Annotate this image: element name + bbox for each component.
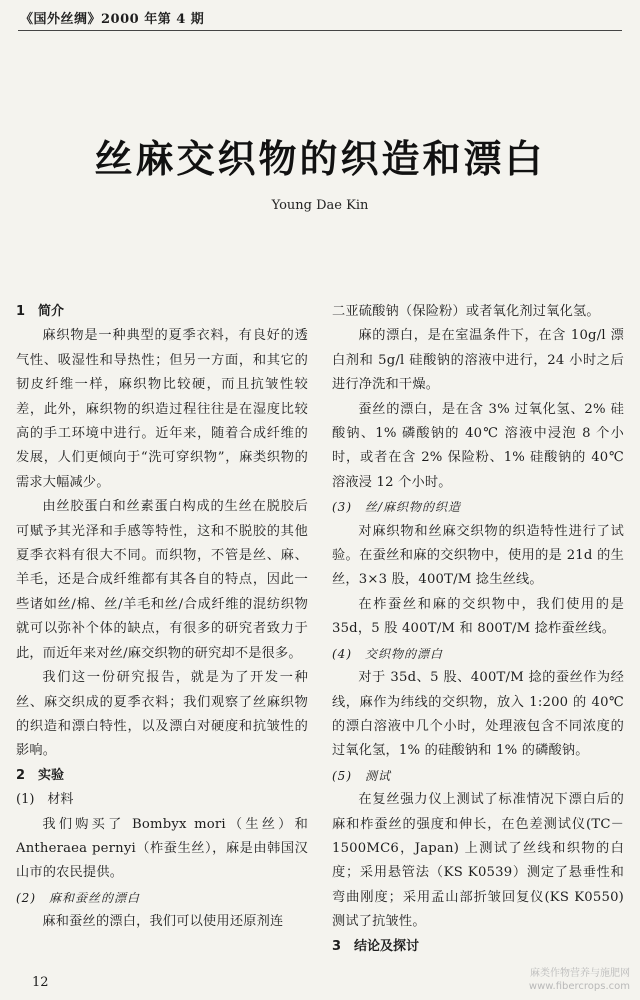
right-column <box>332 300 624 959</box>
journal-header: 《国外丝绸》2000 年第 4 期 <box>20 12 205 27</box>
subsection-heading: (4) 交织物的漂白 <box>332 646 443 661</box>
section-heading: 1 简介 <box>16 304 65 319</box>
paragraph: 蚕丝的漂白，是在含 3% 过氧化氢、2% 硅酸钠、1% 磷酸钠的 40℃ 溶液中浸泡 8 个小时，或者在含 2% 保险粉、1% 硅酸钠的 40℃ 溶液浸 12 个小时。 <box>332 401 624 490</box>
paragraph: 我们购买了 Bombyx mori（生丝）和 Antheraea pernyi（柞蚕生丝），麻是由韩国汉山市的农民提供。 <box>16 816 308 881</box>
paragraph: 对于 35d、5 股、400T/M 捻的蚕丝作为经线，麻作为纬线的交织物，放入 1:200 的 40℃ 的漂白溶液中几个小时，处理液包含不同浓度的过氧化氢，1% 的硅酸钠和 1% 的磷酸钠。 <box>332 670 624 759</box>
watermark-line-1: 麻类作物营养与施肥网 <box>530 968 630 979</box>
site-watermark <box>529 967 630 993</box>
header-rule <box>18 30 622 31</box>
article-title: 丝麻交织物的织造和漂白 <box>94 137 546 181</box>
paragraph: 在柞蚕丝和麻的交织物中，我们使用的是 35d，5 股 400T/M 和 800T/M 捻柞蚕丝线。 <box>332 596 624 637</box>
watermark-line-2: www.fibercrops.com <box>528 981 630 992</box>
paragraph: 麻和蚕丝的漂白，我们可以使用还原剂连 <box>42 914 284 930</box>
section-heading: 3 结论及探讨 <box>332 938 420 954</box>
left-column <box>16 300 308 935</box>
paragraph: 麻织物是一种典型的夏季衣料，有良好的透气性、吸湿性和导热性；但另一方面，和其它的韧皮纤维一样，麻织物比较硬，而且抗皱性较差，此外，麻织物的织造过程往往是在湿度比较高的手工环境中进行。近年来，随着合成纤维的发展，人们更倾向于“洗可穿织物”，麻类织物的需求大幅减少。 <box>16 328 308 490</box>
paragraph: 在复丝强力仪上测试了标准情况下漂白后的麻和柞蚕丝的强度和伸长，在色差测试仪(TC－1500MC6，Japan) 上测试了丝线和织物的白度；采用悬管法（KS K0539）测定了悬垂性和弯曲刚度；采用孟山部折皱回复仪(KS K0550) 测试了抗皱性。 <box>332 792 624 930</box>
paragraph: 由丝胶蛋白和丝素蛋白构成的生丝在脱胶后可赋予其光泽和手感等特性，这和不脱胶的其他夏季衣料有很大不同。而织物，不管是丝、麻、羊毛，还是合成纤维都有其各自的特点，因此一些诸如丝/棉、丝/羊毛和丝/合成纤维的混纺织物就可以弥补个体的缺点，有很多的研究者致力于此，而近年来对丝/麻交织物的研究却不是很多。 <box>16 499 308 661</box>
article-author: Young Dae Kin <box>271 198 369 213</box>
subsection-heading: (5) 测试 <box>332 768 391 783</box>
paragraph: 对麻织物和丝麻交织物的织造特性进行了试验。在蚕丝和麻的交织物中，使用的是 21d 的生丝，3×3 股，400T/M 捻生丝线。 <box>332 523 624 588</box>
section-heading: 2 实验 <box>16 767 65 783</box>
subsection-heading: (2) 麻和蚕丝的漂白 <box>16 890 140 905</box>
paragraph: 麻的漂白，是在室温条件下，在含 10g/l 漂白剂和 5g/l 硅酸钠的溶液中进行，24 小时之后进行净洗和干燥。 <box>332 328 624 393</box>
paragraph: 我们这一份研究报告，就是为了开发一种丝、麻交织成的夏季衣料；我们观察了丝麻织物的织造和漂白特性，以及漂白对硬度和抗皱性的影响。 <box>16 670 308 759</box>
paragraph: 二亚硫酸钠（保险粉）或者氧化剂过氧化氢。 <box>332 304 600 319</box>
page-number: 12 <box>32 975 49 990</box>
subsection-heading: (1) 材料 <box>16 792 74 808</box>
subsection-heading: (3) 丝/麻织物的织造 <box>332 500 462 515</box>
